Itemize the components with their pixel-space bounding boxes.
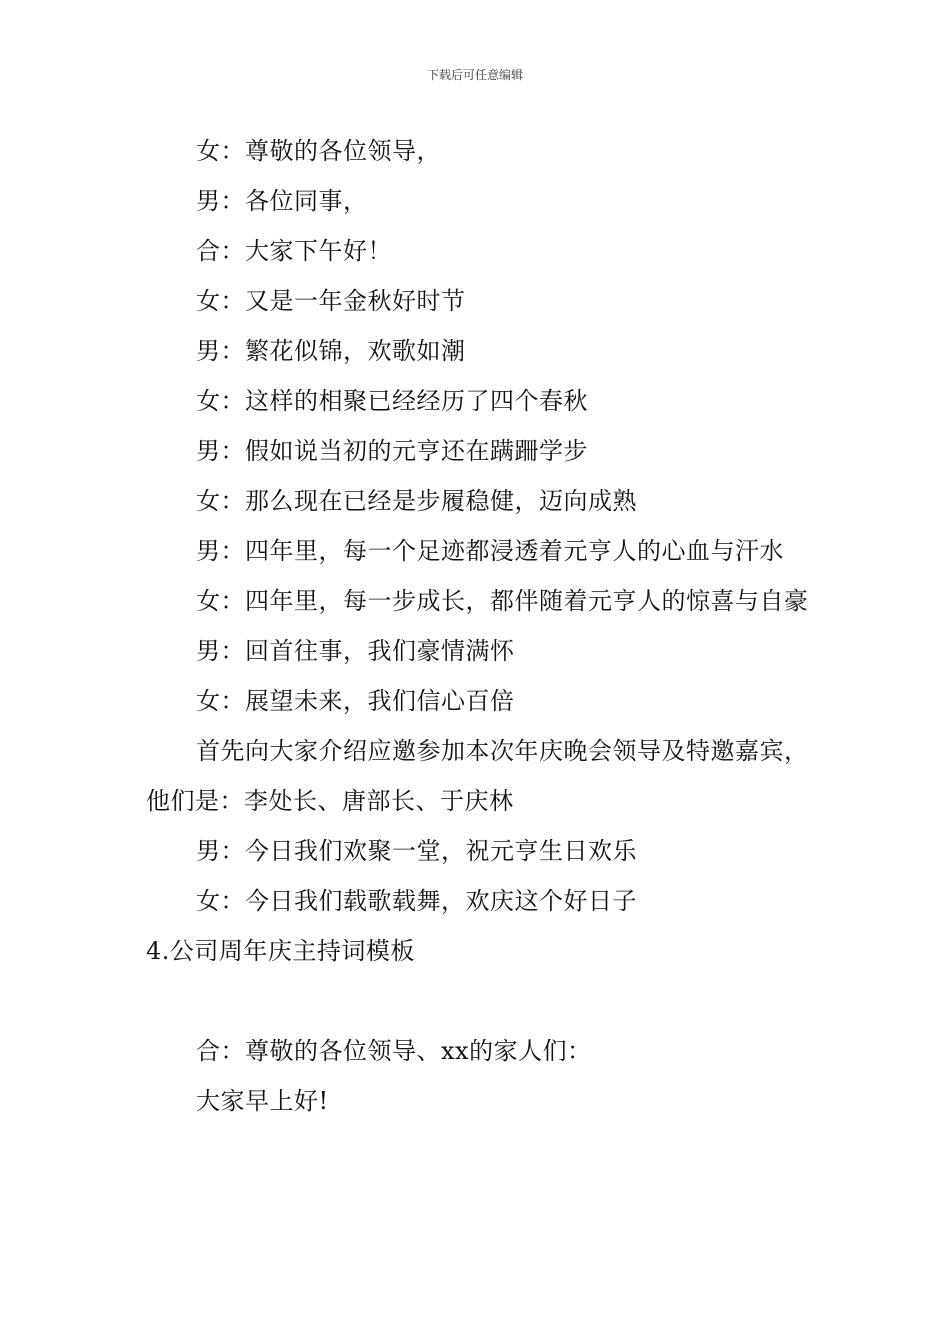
- guest-introduction: 首先向大家介绍应邀参加本次年庆晚会领导及特邀嘉宾，他们是：李处长、唐部长、于庆林: [146, 737, 809, 815]
- document-body: [146, 126, 812, 1126]
- dialogue-line: 女：今日我们载歌载舞，欢庆这个好日子: [196, 887, 637, 915]
- section-heading: 4.公司周年庆主持词模板: [146, 937, 415, 965]
- dialogue-line: 大家早上好!: [196, 1087, 329, 1115]
- dialogue-line: 男：今日我们欢聚一堂，祝元亨生日欢乐: [196, 837, 637, 865]
- blank-line: [146, 976, 812, 1026]
- dialogue-line: 男：繁花似锦，欢歌如潮: [196, 337, 466, 365]
- page-header: 下载后可任意编辑: [426, 68, 523, 82]
- dialogue-line: 男：各位同事，: [196, 187, 368, 215]
- dialogue-line: 女：四年里，每一步成长，都伴随着元亨人的惊喜与自豪: [196, 587, 809, 615]
- dialogue-line: 女：尊敬的各位领导，: [196, 137, 441, 165]
- dialogue-line: 女：那么现在已经是步履稳健，迈向成熟: [196, 487, 637, 515]
- dialogue-line: 女：展望未来，我们信心百倍: [196, 687, 515, 715]
- dialogue-line: 男：回首往事，我们豪情满怀: [196, 637, 515, 665]
- dialogue-line: 女：又是一年金秋好时节: [196, 287, 466, 315]
- dialogue-line: 女：这样的相聚已经经历了四个春秋: [196, 387, 588, 415]
- dialogue-line: 男：假如说当初的元亨还在蹒跚学步: [196, 437, 588, 465]
- dialogue-line: 男：四年里，每一个足迹都浸透着元亨人的心血与汗水: [196, 537, 784, 565]
- dialogue-line: 合：尊敬的各位领导、xx的家人们：: [196, 1037, 592, 1065]
- dialogue-line: 合：大家下午好！: [196, 237, 392, 265]
